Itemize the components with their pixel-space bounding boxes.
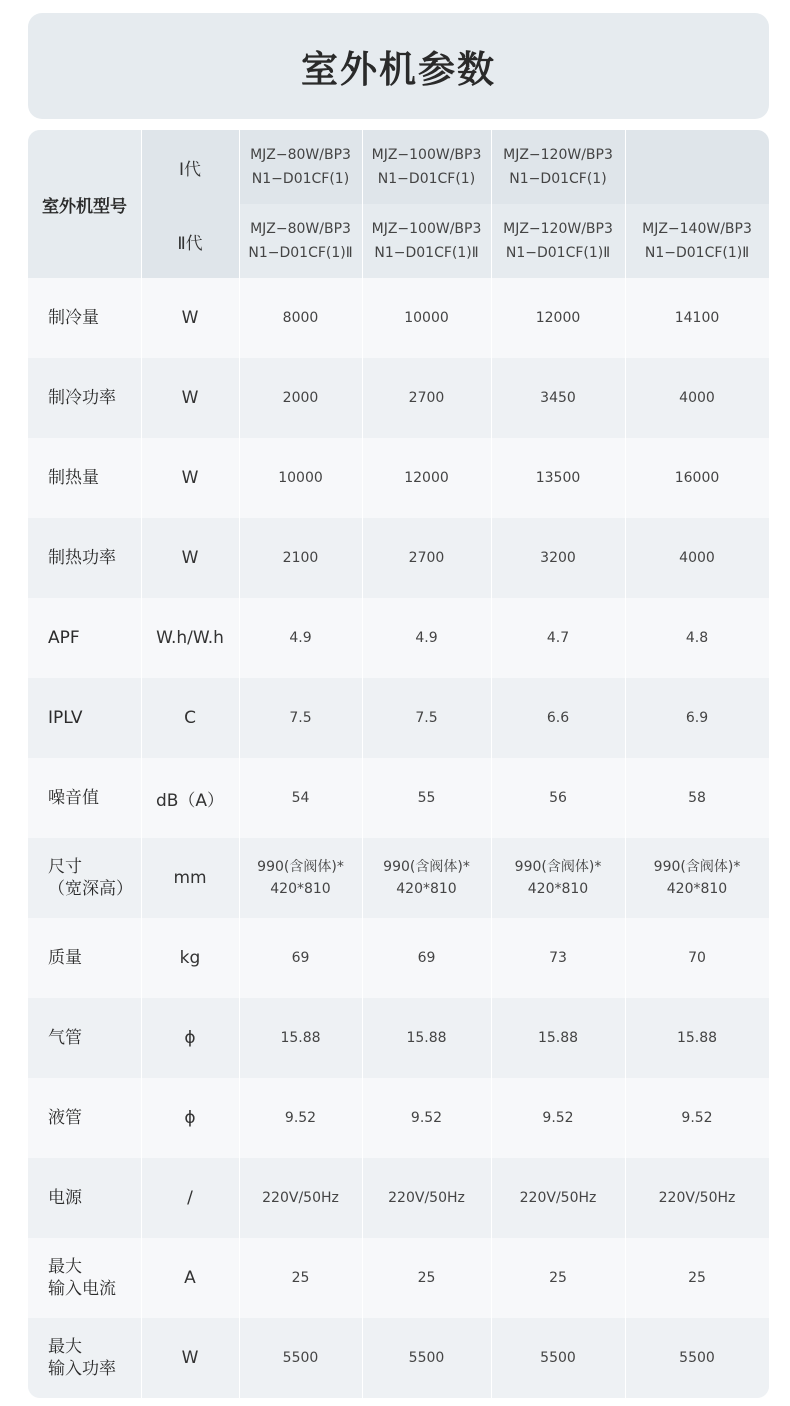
row-value: 7.5 bbox=[289, 710, 312, 726]
row-label: 制热量 bbox=[48, 468, 99, 488]
row-value: 25 bbox=[688, 1270, 706, 1286]
title-banner bbox=[28, 13, 769, 119]
row-value: 220V/50Hz bbox=[658, 1190, 736, 1206]
row-value: 5500 bbox=[540, 1350, 576, 1366]
row-value: 15.88 bbox=[406, 1030, 447, 1046]
column-divider bbox=[625, 130, 626, 1398]
row-value: 4.9 bbox=[289, 630, 312, 646]
row-value: 220V/50Hz bbox=[519, 1190, 597, 1206]
row-label: 制冷量 bbox=[48, 308, 99, 328]
model-header-label: 室外机型号 bbox=[28, 130, 141, 278]
row-value: 4.8 bbox=[685, 630, 709, 646]
row-unit: W bbox=[181, 468, 199, 488]
row-value: 4.9 bbox=[415, 630, 438, 646]
row-value: 12000 bbox=[404, 470, 449, 486]
gen2-model-4: MJZ−140W/BP3 N1−D01CF(1)Ⅱ bbox=[625, 204, 769, 278]
gen2-label: Ⅱ代 bbox=[141, 204, 239, 278]
row-unit: W bbox=[181, 388, 199, 408]
row-label: 液管 bbox=[48, 1108, 82, 1128]
spec-table bbox=[28, 130, 769, 1398]
row-value: 10000 bbox=[278, 470, 323, 486]
row-unit: A bbox=[184, 1268, 196, 1288]
column-divider bbox=[239, 130, 240, 1398]
row-value: 220V/50Hz bbox=[388, 1190, 465, 1206]
gen2-model-3: MJZ−120W/BP3 N1−D01CF(1)Ⅱ bbox=[491, 204, 625, 278]
row-value: 2700 bbox=[408, 550, 445, 566]
row-unit: W bbox=[181, 548, 199, 568]
row-value: 69 bbox=[417, 950, 436, 966]
gen1-model-2: MJZ−100W/BP3 N1−D01CF(1) bbox=[362, 130, 491, 204]
row-value: 2100 bbox=[282, 550, 319, 566]
row-unit: W bbox=[181, 1348, 199, 1368]
row-label: 电源 bbox=[48, 1188, 82, 1208]
row-value: 6.9 bbox=[685, 710, 709, 726]
row-value: 4.7 bbox=[546, 630, 570, 646]
row-value: 5500 bbox=[408, 1350, 445, 1366]
row-unit: dB（A） bbox=[155, 790, 225, 811]
row-value: 73 bbox=[549, 950, 567, 966]
row-value: 7.5 bbox=[415, 710, 438, 726]
row-label: 噪音值 bbox=[48, 788, 99, 808]
row-value: 8000 bbox=[282, 310, 319, 326]
row-value: 15.88 bbox=[280, 1030, 321, 1046]
row-value: 70 bbox=[688, 950, 706, 966]
row-value: 9.52 bbox=[542, 1110, 574, 1126]
row-unit: kg bbox=[179, 948, 201, 968]
row-value: 3450 bbox=[540, 390, 576, 406]
page-title: 室外机参数 bbox=[301, 48, 496, 91]
row-label: 制冷功率 bbox=[48, 388, 116, 408]
row-unit: mm bbox=[173, 868, 207, 888]
row-value: 4000 bbox=[679, 390, 715, 406]
row-value: 54 bbox=[291, 790, 310, 806]
row-label: IPLV bbox=[48, 708, 83, 728]
row-value: 5500 bbox=[679, 1350, 715, 1366]
row-unit: / bbox=[187, 1188, 193, 1208]
row-unit: ϕ bbox=[184, 1108, 196, 1128]
row-value: 990(含阀体)* 420*810 bbox=[383, 859, 470, 897]
row-unit: W.h/W.h bbox=[156, 628, 224, 648]
row-value: 990(含阀体)* 420*810 bbox=[257, 859, 344, 897]
row-value: 12000 bbox=[535, 310, 581, 326]
row-value: 69 bbox=[291, 950, 310, 966]
row-value: 3200 bbox=[540, 550, 576, 566]
row-value: 990(含阀体)* 420*810 bbox=[514, 859, 602, 897]
row-value: 2700 bbox=[408, 390, 445, 406]
gen1-model-4 bbox=[625, 130, 769, 204]
row-value: 9.52 bbox=[410, 1110, 443, 1126]
row-value: 9.52 bbox=[681, 1110, 713, 1126]
row-label: 质量 bbox=[48, 948, 82, 968]
row-unit: C bbox=[184, 708, 196, 728]
row-value: 58 bbox=[688, 790, 706, 806]
row-unit: ϕ bbox=[184, 1028, 196, 1048]
row-value: 13500 bbox=[535, 470, 581, 486]
row-label: 气管 bbox=[48, 1028, 82, 1048]
gen2-model-1: MJZ−80W/BP3 N1−D01CF(1)Ⅱ bbox=[239, 204, 362, 278]
row-value: 6.6 bbox=[546, 710, 570, 726]
row-value: 15.88 bbox=[537, 1030, 579, 1046]
gen1-label: Ⅰ代 bbox=[141, 130, 239, 204]
row-value: 16000 bbox=[674, 470, 720, 486]
gen1-model-3: MJZ−120W/BP3 N1−D01CF(1) bbox=[491, 130, 625, 204]
row-value: 25 bbox=[417, 1270, 436, 1286]
row-value: 4000 bbox=[679, 550, 715, 566]
row-value: 56 bbox=[549, 790, 567, 806]
row-unit: W bbox=[181, 308, 199, 328]
column-divider bbox=[491, 130, 492, 1398]
row-value: 220V/50Hz bbox=[262, 1190, 339, 1206]
row-label: 最大 输入功率 bbox=[48, 1337, 116, 1379]
row-label: 最大 输入电流 bbox=[48, 1257, 116, 1299]
gen2-model-2: MJZ−100W/BP3 N1−D01CF(1)Ⅱ bbox=[362, 204, 491, 278]
column-divider bbox=[362, 130, 363, 1398]
row-value: 15.88 bbox=[676, 1030, 718, 1046]
row-value: 14100 bbox=[674, 310, 720, 326]
row-value: 55 bbox=[417, 790, 436, 806]
column-divider bbox=[141, 130, 142, 1398]
row-value: 25 bbox=[549, 1270, 567, 1286]
row-value: 5500 bbox=[282, 1350, 319, 1366]
row-label: APF bbox=[48, 628, 80, 648]
row-value: 990(含阀体)* 420*810 bbox=[653, 859, 741, 897]
row-value: 25 bbox=[291, 1270, 310, 1286]
row-value: 10000 bbox=[404, 310, 449, 326]
row-label: 尺寸 （宽深高） bbox=[48, 857, 133, 899]
row-label: 制热功率 bbox=[48, 548, 116, 568]
gen1-model-1: MJZ−80W/BP3 N1−D01CF(1) bbox=[239, 130, 362, 204]
row-value: 9.52 bbox=[284, 1110, 317, 1126]
row-value: 2000 bbox=[282, 390, 319, 406]
